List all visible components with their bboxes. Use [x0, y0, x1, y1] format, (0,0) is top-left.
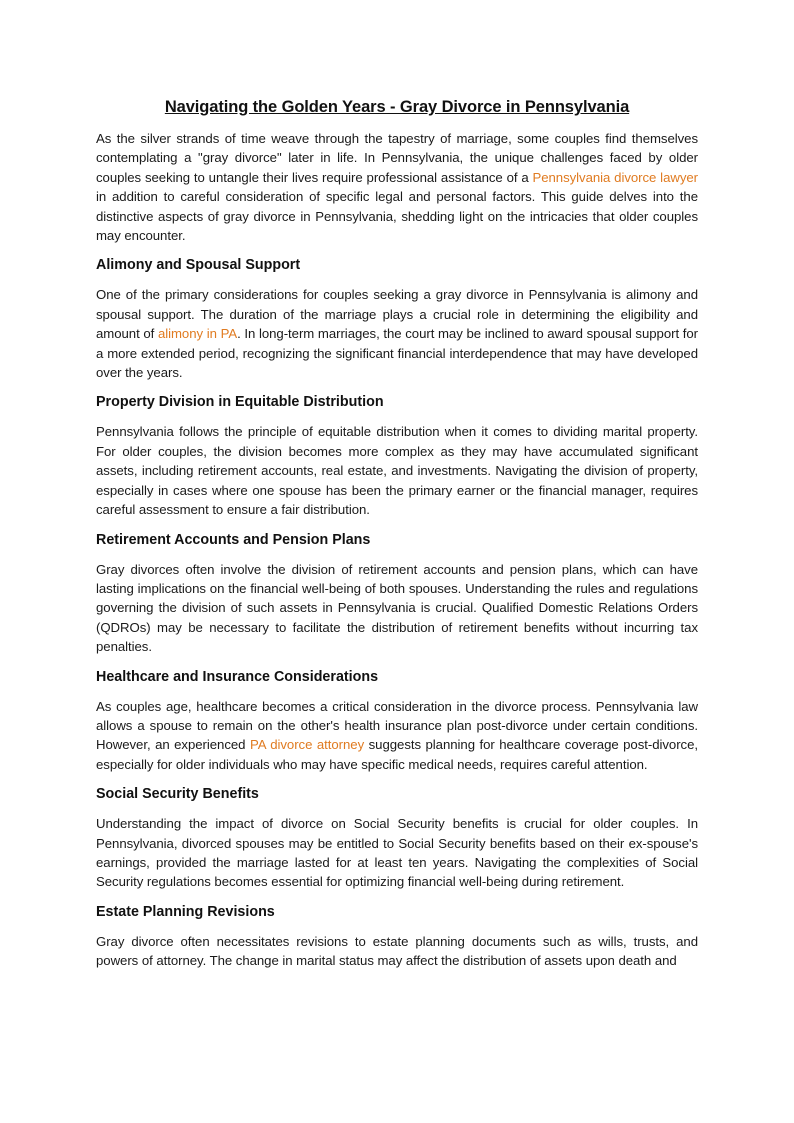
intro-text-after: in addition to careful consideration of specific legal and personal factors. This guide delves into the distinctive aspects of gray divorce in Pennsylvania, shedding light on the intricacies that older couples may encounter. — [96, 189, 698, 244]
pennsylvania-divorce-lawyer-link[interactable]: Pennsylvania divorce lawyer — [532, 169, 698, 185]
intro-text-before: As the silver strands of time weave through the tapestry of marriage, some couples find themselves contemplating a "gray divorce" later in life. In Pennsylvania, the unique challenges faced by older couples seeking to untangle their lives require professional assistance of a — [96, 131, 698, 185]
alimony-text-after: . In long-term marriages, the court may be inclined to award spousal support for a more extended period, recognizing the significant financial interdependence that may have developed over the years. — [96, 326, 698, 381]
social-security-heading: Social Security Benefits — [96, 786, 259, 803]
page-title: Navigating the Golden Years - Gray Divorce in Pennsylvania — [164, 98, 630, 116]
estate-paragraph: Gray divorce often necessitates revisions to estate planning documents such as wills, trusts, and powers of attorney. The change in marital status may affect the distribution of assets upon death and — [96, 933, 698, 969]
retirement-paragraph: Gray divorces often involve the division of retirement accounts and pension plans, which can have lasting implications on the financial well-being of both spouses. Understanding the rules and regulations governing the division of such assets in Pennsylvania is crucial. Qualified Domestic Relations Orders (QDROs) may be necessary to facilitate the distribution of retirement benefits without incurring tax penalties. — [96, 561, 698, 655]
alimony-text-before: One of the primary considerations for couples seeking a gray divorce in Pennsylvania is alimony and spousal support. The duration of the marriage plays a crucial role in determining the eligibility and amount of — [96, 287, 698, 342]
alimony-in-pa-link[interactable]: alimony in PA — [157, 326, 238, 342]
healthcare-paragraph — [96, 697, 698, 775]
healthcare-heading: Healthcare and Insurance Considerations — [96, 668, 379, 685]
social-security-paragraph: Understanding the impact of divorce on Social Security benefits is crucial for older couples. In Pennsylvania, divorced spouses may be entitled to Social Security benefits based on their ex-spouse's earnings, provided the marriage lasted for at least ten years. Navigating the complexities of Social Security regulations becomes essential for optimizing financial well-being during retirement. — [96, 816, 698, 890]
intro-paragraph — [96, 129, 698, 245]
alimony-heading: Alimony and Spousal Support — [96, 257, 301, 274]
alimony-paragraph — [96, 285, 698, 382]
document-page — [96, 96, 698, 981]
healthcare-text-before: As couples age, healthcare becomes a critical consideration in the divorce process. Pennsylvania law allows a spouse to remain on the other's health insurance plan post-divorce under certain conditions. However, an experienced — [96, 698, 698, 753]
retirement-heading: Retirement Accounts and Pension Plans — [96, 531, 371, 548]
estate-heading: Estate Planning Revisions — [96, 903, 275, 920]
pa-divorce-attorney-link[interactable]: PA divorce attorney — [249, 737, 365, 753]
property-paragraph: Pennsylvania follows the principle of equitable distribution when it comes to dividing marital property. For older couples, the division becomes more complex as they may have accumulated significant assets, including retirement accounts, real estate, and investments. Navigating the division of property, especially in cases where one spouse has been the primary earner or the financial manager, requires careful assessment to ensure a fair distribution. — [96, 424, 698, 518]
healthcare-text-after: suggests planning for healthcare coverage post-divorce, especially for older individuals who may have specific medical needs, requires careful attention. — [96, 737, 698, 772]
property-heading: Property Division in Equitable Distribution — [96, 394, 384, 411]
